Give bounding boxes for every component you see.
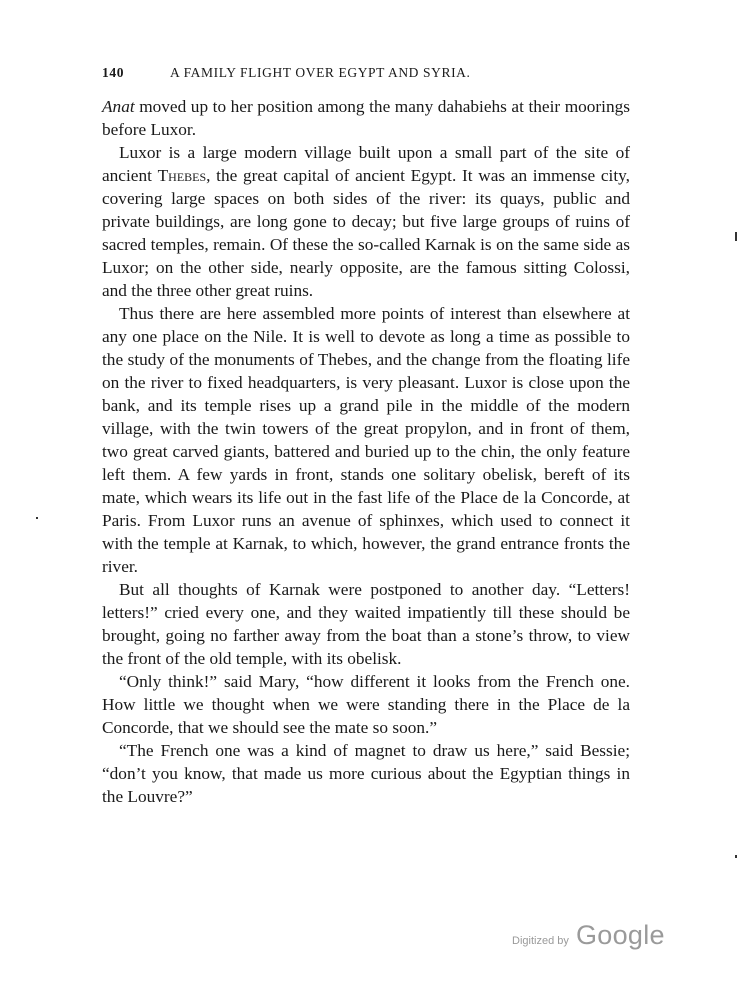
- google-logo: Google: [576, 920, 665, 950]
- paragraph-1-text: moved up to her position among the many dahabiehs at their moorings before Luxor.: [102, 97, 630, 139]
- page-number: 140: [102, 65, 125, 80]
- margin-speck: [735, 855, 737, 858]
- paragraph-1: [102, 95, 630, 141]
- margin-speck: [36, 517, 38, 519]
- body-text: [102, 95, 630, 808]
- boat-name: Anat: [102, 97, 135, 116]
- watermark-prefix: Digitized by: [512, 935, 569, 947]
- margin-speck: [735, 232, 737, 241]
- paragraph-3: Thus there are here assembled more points of interest than elsewhere at any one place on the Nile. It is well to devote as long a time as possible to the study of the monuments of Thebes, and the change from the floating life on the river to fixed headquarters, is very pleasant. Luxor is close upon the bank, and its temple rises up a grand pile in the middle of the modern village, with the twin towers of the great propylon, and in front of them, two great carved giants, battered and buried up to the chin, the only feature left them. A few yards in front, stands one solitary obelisk, bereft of its mate, which wears its life out in the fast life of the Place de la Concorde, at Paris. From Luxor runs an avenue of sphinxes, which used to connect it with the temple at Karnak, to which, however, the grand entrance fronts the river.: [102, 304, 630, 576]
- paragraph-2-text-b: , the great capital of ancient Egypt. It was an immense city, covering large spaces on both sides of the river: its quays, public and private buildings, are long gone to decay; but five large groups of ruins of sacred temples, remain. Of these the so-called Karnak is on the same side as Luxor; on the other side, nearly opposite, are the famous sitting Colossi, and the three other great ruins.: [102, 166, 630, 300]
- running-head-title: A FAMILY FLIGHT OVER EGYPT AND SYRIA.: [170, 65, 471, 80]
- paragraph-2-text-a: Luxor is a large modern village built upon a small part of the site of ancient: [102, 143, 630, 185]
- running-header: [102, 63, 632, 85]
- thebes-small-caps: Thebes: [157, 166, 207, 185]
- paragraph-4: But all thoughts of Karnak were postponed to another day. “Letters! letters!” cried every one, and they waited impatiently till these should be brought, going no farther away from the boat than a stone’s throw, to view the front of the old temple, with its obelisk.: [102, 580, 630, 668]
- paragraph-5: “Only think!” said Mary, “how different it looks from the French one. How little we thought when we were standing there in the Place de la Concorde, that we should see the mate so soon.”: [102, 672, 630, 737]
- digitized-by-google-watermark: [512, 920, 672, 960]
- paragraph-2: [102, 141, 630, 302]
- paragraph-6: “The French one was a kind of magnet to draw us here,” said Bessie; “don’t you know, that made us more curious about the Egyptian things in the Louvre?”: [102, 741, 630, 806]
